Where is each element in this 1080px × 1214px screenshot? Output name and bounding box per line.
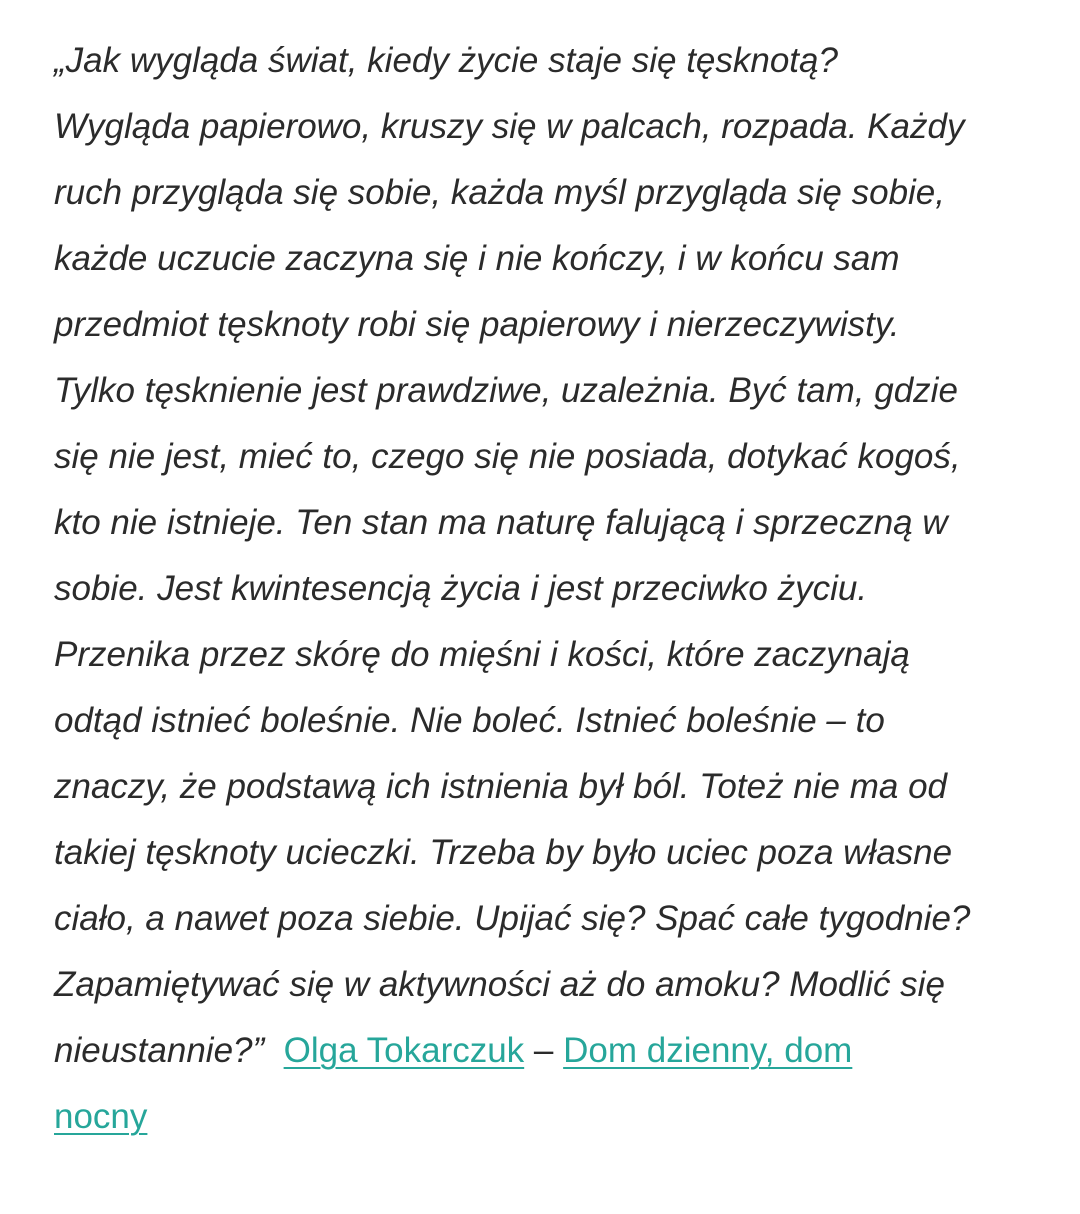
- quote-attribution-line: [54, 1018, 1044, 1084]
- quote-line: Zapamiętywać się w aktywności aż do amoku? Modlić się: [54, 965, 945, 1004]
- quote-line: Wygląda papierowo, kruszy się w palcach, rozpada. Każdy: [54, 107, 965, 146]
- attribution-separator: –: [533, 1031, 554, 1070]
- quote-line: znaczy, że podstawą ich istnienia był ból. Toteż nie ma od: [54, 767, 947, 806]
- quote-closing-text: nieustannie?”: [54, 1031, 265, 1070]
- quote-line: przedmiot tęsknoty robi się papierowy i nierzeczywisty.: [54, 305, 900, 344]
- quote-text: [54, 28, 1044, 1150]
- quote-line: Przenika przez skórę do mięśni i kości, które zaczynają: [54, 635, 910, 674]
- quote-line: ruch przygląda się sobie, każda myśl przygląda się sobie,: [54, 173, 945, 212]
- quote-block: [54, 28, 1044, 1150]
- book-link[interactable]: Dom dzienny, dom: [563, 1031, 853, 1070]
- quote-line: kto nie istnieje. Ten stan ma naturę falującą i sprzeczną w: [54, 503, 948, 542]
- quote-line: ciało, a nawet poza siebie. Upijać się? Spać całe tygodnie?: [54, 899, 971, 938]
- book-link-continuation[interactable]: nocny: [54, 1097, 148, 1136]
- quote-line: takiej tęsknoty ucieczki. Trzeba by było uciec poza własne: [54, 833, 953, 872]
- author-link[interactable]: Olga Tokarczuk: [283, 1031, 525, 1070]
- quote-line: „Jak wygląda świat, kiedy życie staje się tęsknotą?: [54, 41, 838, 80]
- quote-line: Tylko tęsknienie jest prawdziwe, uzależnia. Być tam, gdzie: [54, 371, 958, 410]
- quote-line: sobie. Jest kwintesencją życia i jest przeciwko życiu.: [54, 569, 868, 608]
- quote-line: odtąd istnieć boleśnie. Nie boleć. Istnieć boleśnie – to: [54, 701, 885, 740]
- quote-line: się nie jest, mieć to, czego się nie posiada, dotykać kogoś,: [54, 437, 961, 476]
- book-link-continuation-line: [54, 1084, 1044, 1150]
- quote-line: każde uczucie zaczyna się i nie kończy, i w końcu sam: [54, 239, 900, 278]
